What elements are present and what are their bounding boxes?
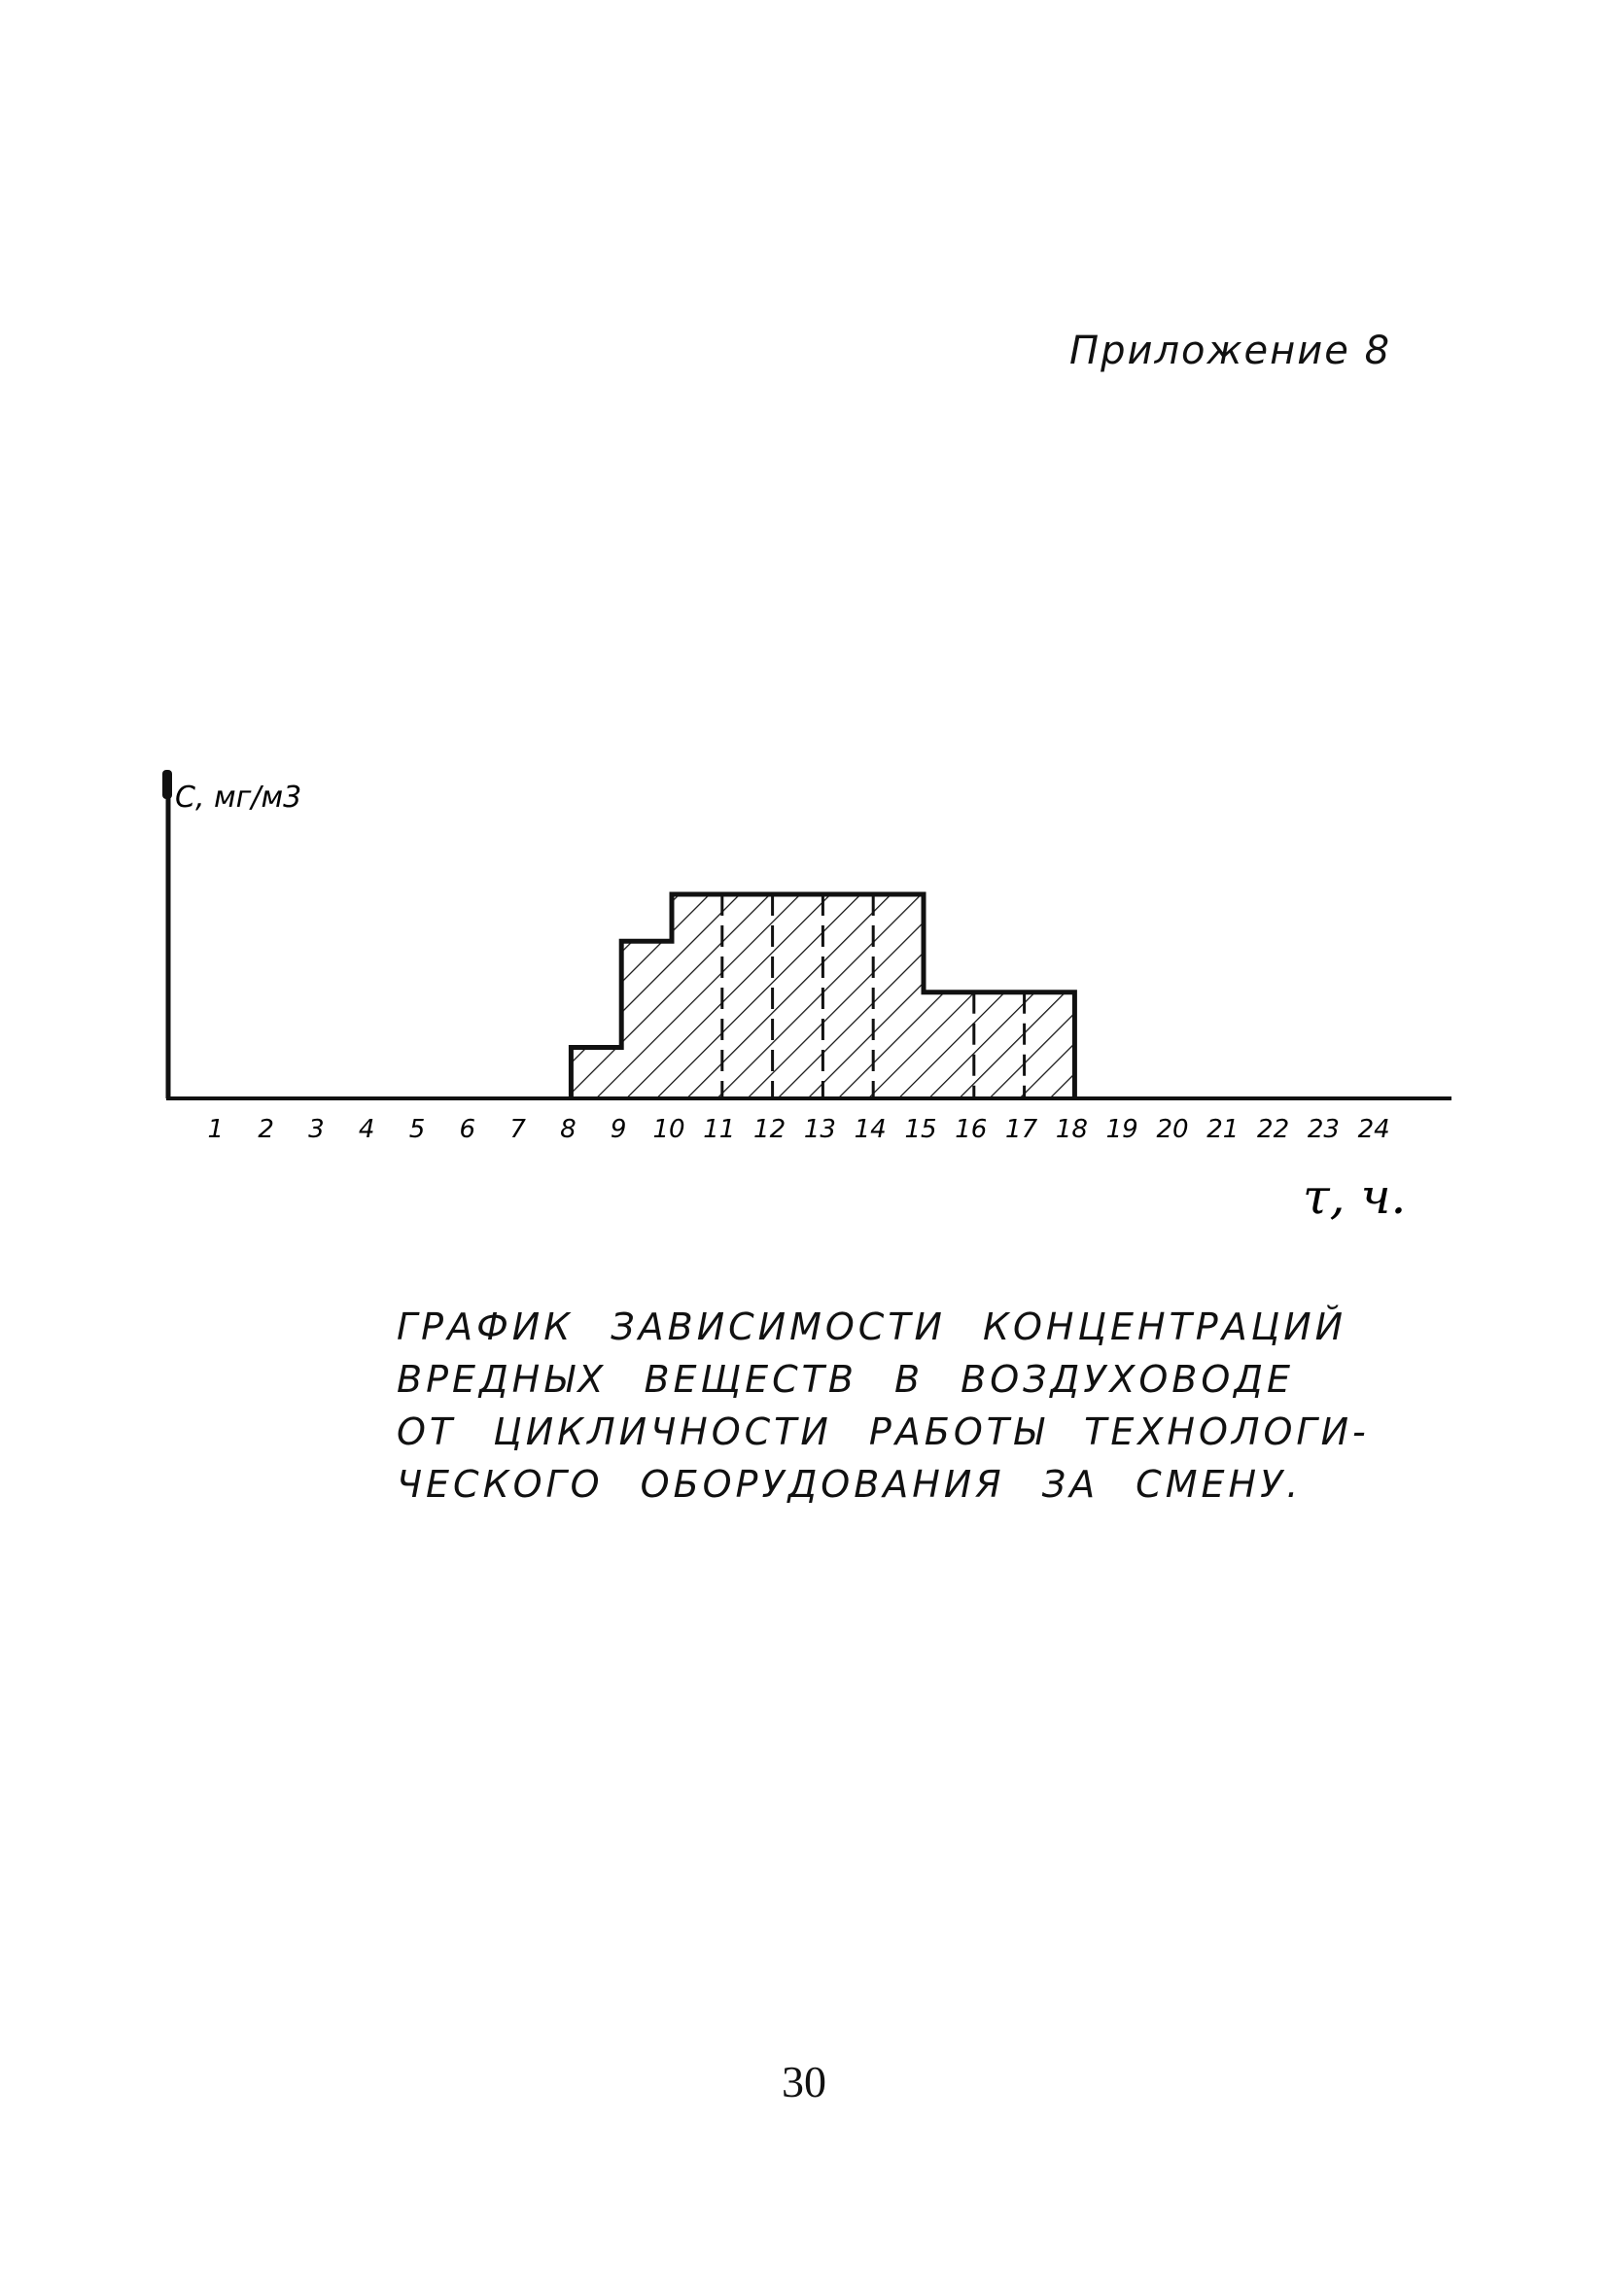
x-tick-label: 8 — [560, 1115, 577, 1144]
x-tick-label: 9 — [610, 1115, 627, 1144]
x-tick-label: 4 — [358, 1115, 375, 1144]
x-tick-label: 21 — [1206, 1115, 1240, 1144]
x-tick-label: 23 — [1307, 1115, 1340, 1144]
x-tick-label: 5 — [408, 1115, 426, 1144]
histogram-bar-fill — [672, 894, 924, 1098]
x-tick-label: 19 — [1105, 1115, 1138, 1144]
x-axis-label: τ, ч. — [1303, 1168, 1407, 1225]
caption-line: ГРАФИК ЗАВИСИМОСТИ КОНЦЕНТРАЦИЙ — [397, 1305, 1347, 1348]
x-tick-label: 22 — [1257, 1115, 1290, 1144]
caption-line: ВРЕДНЫХ ВЕЩЕСТВ В ВОЗДУХОВОДЕ — [397, 1358, 1294, 1401]
x-tick-label: 13 — [803, 1115, 836, 1144]
x-tick-label: 16 — [955, 1115, 988, 1144]
x-tick-labels — [208, 1115, 1390, 1144]
x-tick-label: 15 — [904, 1115, 937, 1144]
x-tick-label: 1 — [207, 1115, 225, 1144]
x-tick-label: 7 — [509, 1115, 526, 1144]
x-tick-label: 20 — [1156, 1115, 1189, 1144]
x-tick-label: 10 — [652, 1115, 685, 1144]
x-tick-label: 2 — [258, 1115, 274, 1144]
caption-line: ЧЕСКОГО ОБОРУДОВАНИЯ ЗА СМЕНУ. — [397, 1463, 1303, 1506]
appendix-label: Приложение 8 — [1069, 329, 1392, 373]
x-tick-label: 3 — [308, 1115, 325, 1144]
y-axis-label: C, мг/м3 — [175, 781, 302, 815]
histogram-bar-fill — [571, 1048, 621, 1099]
page-number: 30 — [782, 2057, 826, 2106]
x-tick-label: 12 — [753, 1115, 787, 1144]
x-tick-label: 6 — [459, 1115, 476, 1144]
x-tick-label: 11 — [703, 1115, 736, 1144]
x-tick-label: 17 — [1005, 1115, 1038, 1144]
histogram-bar-fill — [924, 992, 1074, 1098]
x-tick-label: 24 — [1357, 1115, 1390, 1144]
histogram-bar-fill — [621, 941, 672, 1098]
figure-caption — [397, 1301, 1369, 1511]
y-axis-arrow — [162, 770, 172, 799]
caption-line: ОТ ЦИКЛИЧНОСТИ РАБОТЫ ТЕХНОЛОГИ- — [397, 1410, 1370, 1453]
x-tick-label: 14 — [854, 1115, 887, 1144]
x-tick-label: 18 — [1055, 1115, 1088, 1144]
